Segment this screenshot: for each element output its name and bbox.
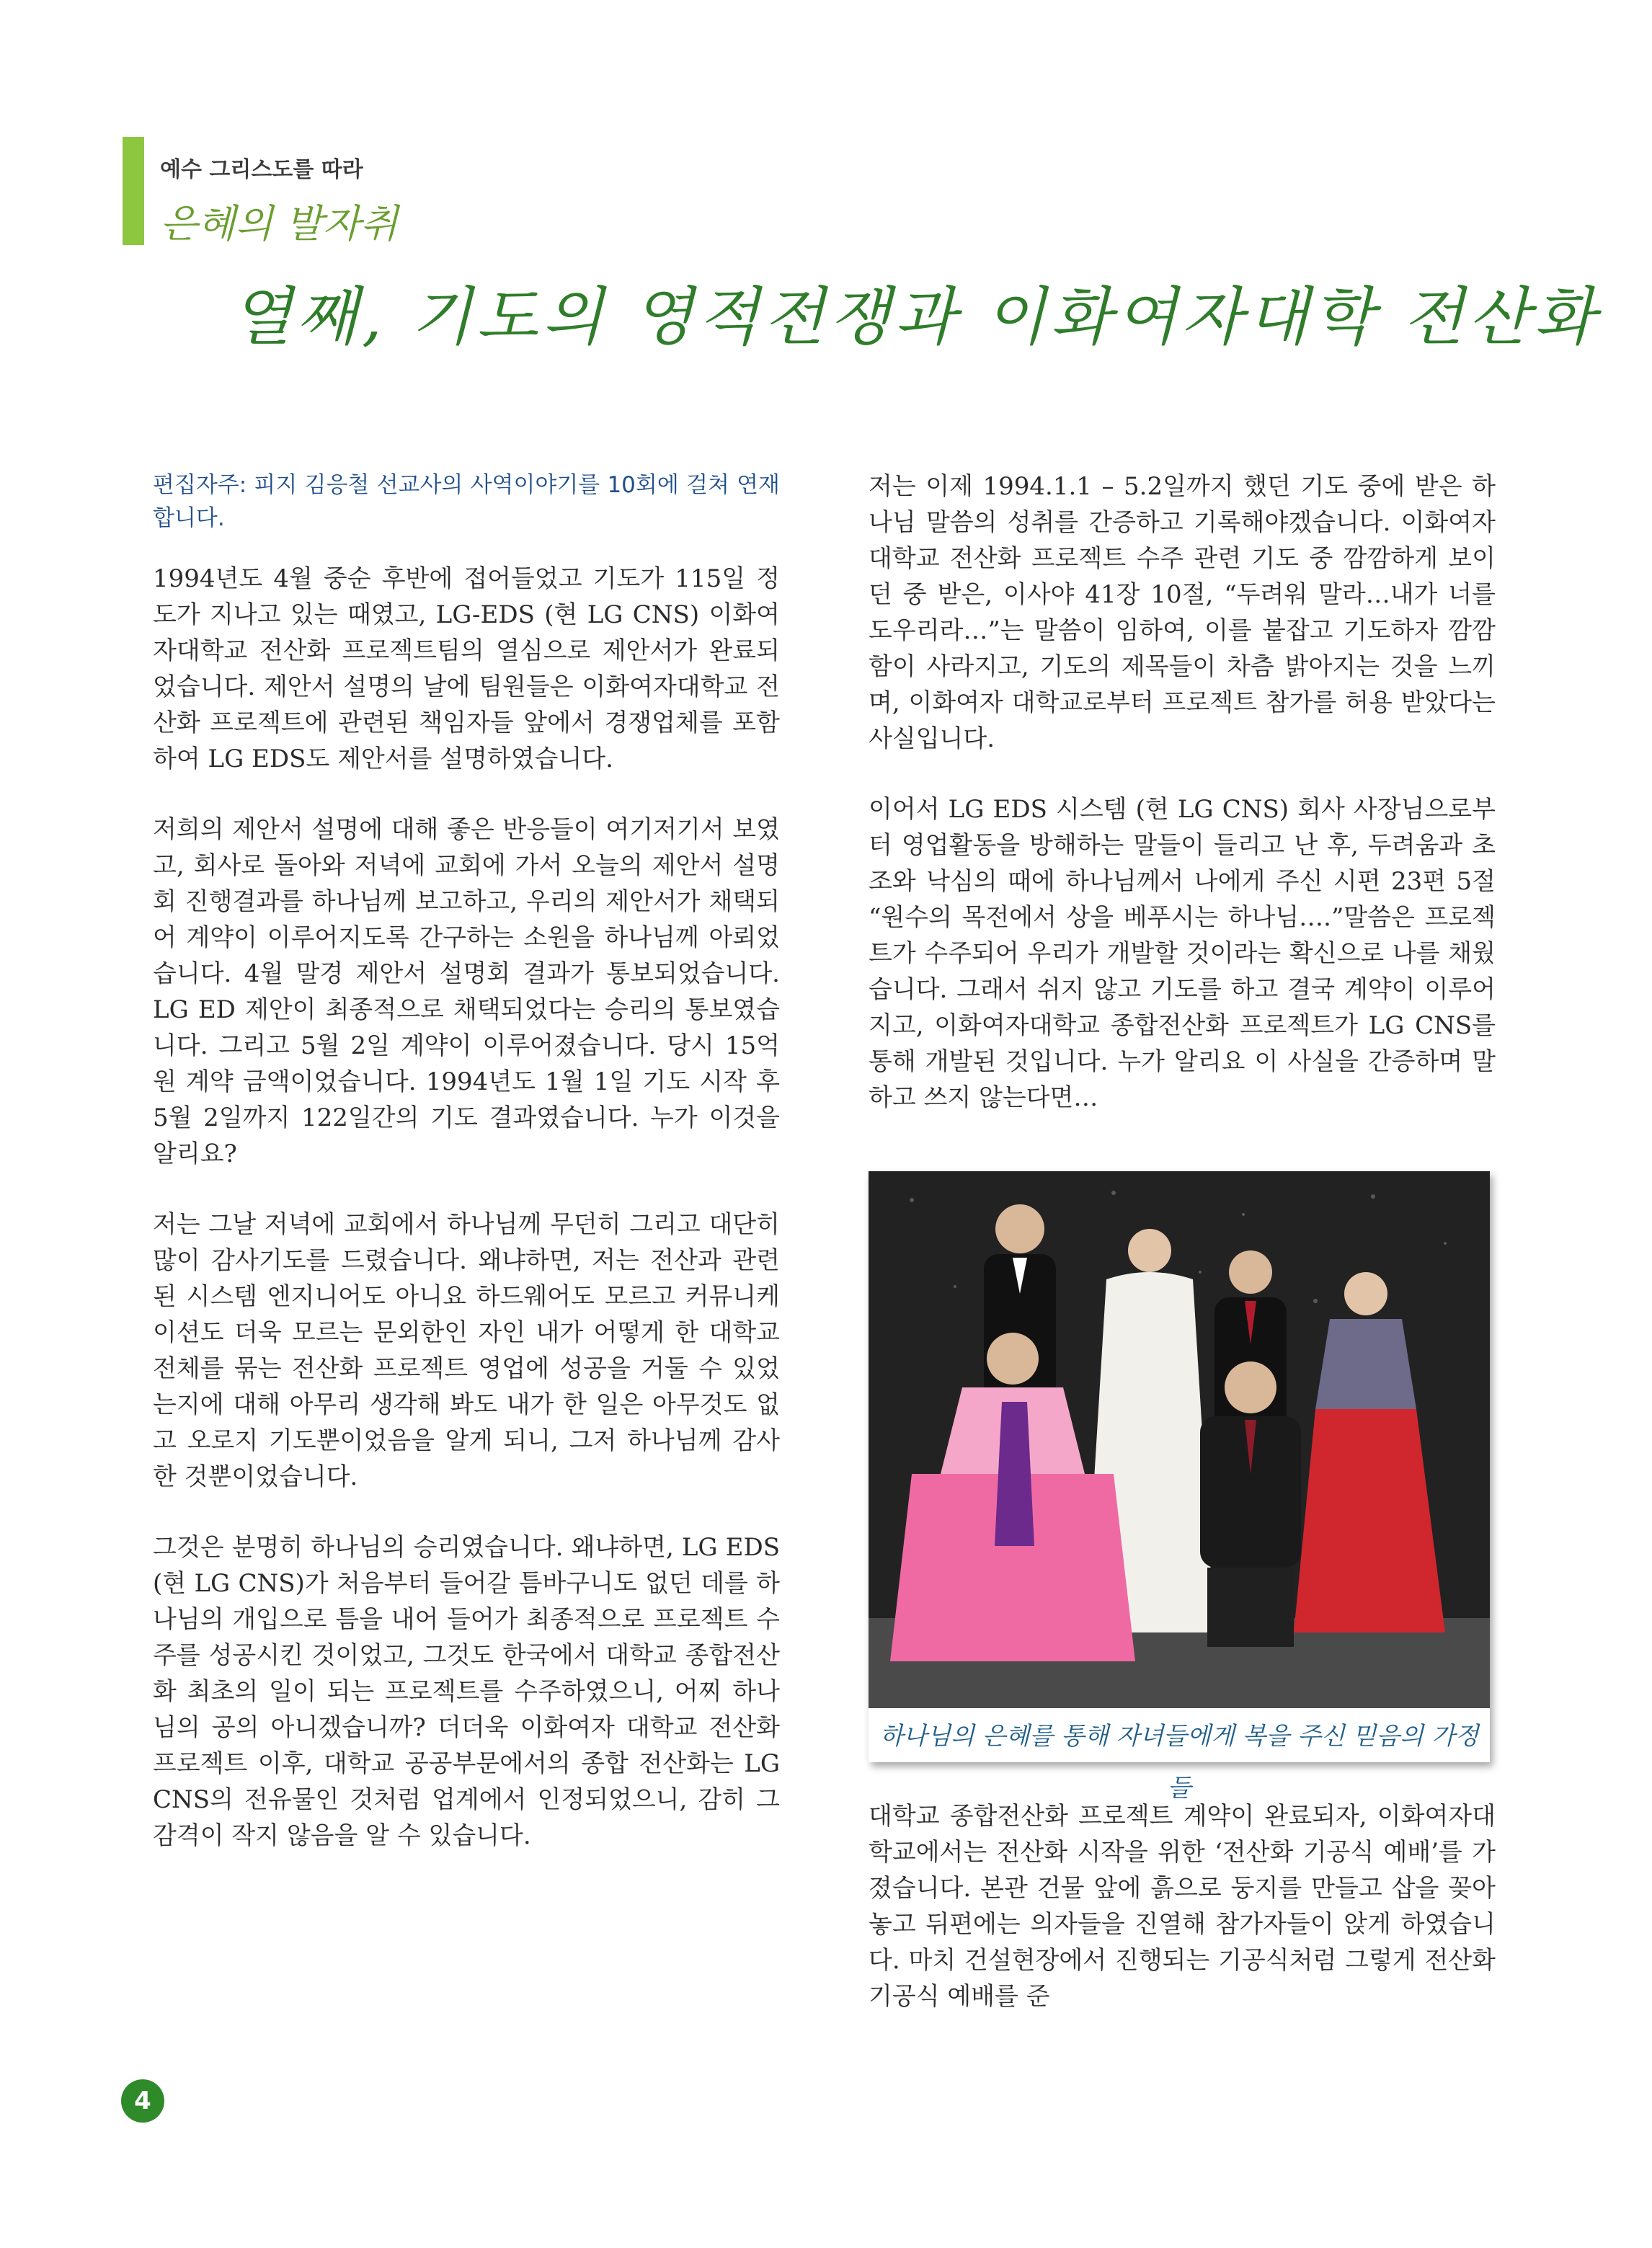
paragraph: 저희의 제안서 설명에 대해 좋은 반응들이 여기저기서 보였고, 회사로 돌아와 저녁에 교회에 가서 오늘의 제안서 설명회 진행결과를 하나님께 보고하고, 우리의 제안서가 채택되어 계약이 이루어지도록 간구하는 소원을 하나님께 아뢰었습니다. 4월 말경 제안서 설명회 결과가 통보되었습니다. LG ED 제안이 최종적으로 채택되었다는 승리의 통보였습니다. 그리고 5월 2일 계약이 이루어졌습니다. 당시 15억 원 계약 금액이었습니다. 1994년도 1월 1일 기도 시작 후 5월 2일까지 122일간의 기도 결과였습니다. 누가 이것을 알리요? xyxy=(153,815,780,1168)
photo-caption: 하나님의 은혜를 통해 자녀들에게 복을 주신 믿음의 가정들 xyxy=(879,1722,1479,1803)
right-column-top xyxy=(869,468,1496,1150)
series-title: 은혜의 발자취 xyxy=(160,201,399,246)
family-photo xyxy=(869,1171,1490,1708)
paragraph: 이어서 LG EDS 시스템 (현 LG CNS) 회사 사장님으로부터 영업활동을 방해하는 말들이 들리고 난 후, 두려움과 초조와 낙심의 때에 하나님께서 나에게 주신 시편 23편 5절 “원수의 목전에서 상을 베푸시는 하나님….”말씀은 프로젝트가 수주되어 우리가 개발할 것이라는 확신으로 나를 채웠습니다. 그래서 쉬지 않고 기도를 하고 결국 계약이 이루어지고, 이화여자대학교 종합전산화 프로젝트가 LG CNS를 통해 개발된 것입니다. 누가 알리요 이 사실을 간증하며 말하고 쓰지 않는다면… xyxy=(869,795,1496,1112)
editor-note: 편집자주: 피지 김응철 선교사의 사역이야기를 10회에 걸쳐 연재합니다. xyxy=(153,472,780,531)
paragraph: 저는 이제 1994.1.1 – 5.2일까지 했던 기도 중에 받은 하나님 말씀의 성취를 간증하고 기록해야겠습니다. 이화여자대학교 전산화 프로젝트 수주 관련 기도 중 깜깜하게 보이던 중 받은, 이사야 41장 10절, “두려워 말라…내가 너를 도우리라…”는 말씀이 임하여, 이를 붙잡고 기도하자 깜깜함이 사라지고, 기도의 제목들이 차츰 밝아지는 것을 느끼며, 이화여자 대학교로부터 프로젝트 참가를 허용 받았다는 사실입니다. xyxy=(869,472,1496,753)
paragraph: 저는 그날 저녁에 교회에서 하나님께 무던히 그리고 대단히 많이 감사기도를 드렸습니다. 왜냐하면, 저는 전산과 관련된 시스템 엔지니어도 아니요 하드웨어도 모르고 커뮤니케이션도 더욱 모르는 문외한인 자인 내가 어떻게 한 대학교 전체를 묶는 전산화 프로젝트 영업에 성공을 거둘 수 있었는지에 대해 아무리 생각해 봐도 내가 한 일은 아무것도 없고 오로지 기도뿐이었음을 알게 되니, 그저 하나님께 감사한 것뿐이었습니다. xyxy=(153,1210,780,1491)
paragraph: 그것은 분명히 하나님의 승리였습니다. 왜냐하면, LG EDS (현 LG CNS)가 처음부터 들어갈 틈바구니도 없던 데를 하나님의 개입으로 틈을 내어 들어가 최종적으로 프로젝트 수주를 성공시킨 것이었고, 그것도 한국에서 대학교 종합전산화 최초의 일이 되는 프로젝트를 수주하였으니, 어찌 하나님의 공의 아니겠습니까? 더더욱 이화여자 대학교 전산화 프로젝트 이후, 대학교 공공부문에서의 종합 전산화는 LG CNS의 전유물인 것처럼 업계에서 인정되었으니, 감히 그 감격이 작지 않음을 알 수 있습니다. xyxy=(153,1533,780,1850)
page-title: 열째, 기도의 영적전쟁과 이화여자대학 전산화 xyxy=(231,280,1600,354)
right-column-bottom xyxy=(869,1798,1496,2049)
header-accent-bar xyxy=(123,137,144,245)
family-photo-frame xyxy=(869,1171,1490,1803)
family-photo-illustration xyxy=(869,1171,1490,1708)
left-column xyxy=(153,468,780,1888)
page-number: 4 xyxy=(121,2079,164,2123)
paragraph: 대학교 종합전산화 프로젝트 계약이 완료되자, 이화여자대학교에서는 전산화 시작을 위한 ‘전산화 기공식 예배’를 가졌습니다. 본관 건물 앞에 흙으로 둥지를 만들고 삽을 꽂아 놓고 뒤편에는 의자들을 진열해 참가자들이 앉게 하였습니다. 마치 건설현장에서 진행되는 기공식처럼 그렇게 전산화 기공식 예배를 준 xyxy=(869,1802,1496,2011)
series-label: 예수 그리스도를 따라 xyxy=(160,157,363,182)
paragraph: 1994년도 4월 중순 후반에 접어들었고 기도가 115일 정도가 지나고 있는 때였고, LG-EDS (현 LG CNS) 이화여자대학교 전산화 프로젝트팀의 열심으로 제안서가 완료되었습니다. 제안서 설명의 날에 팀원들은 이화여자대학교 전산화 프로젝트에 관련된 책임자들 앞에서 경쟁업체를 포함하여 LG EDS도 제안서를 설명하였습니다. xyxy=(153,564,780,773)
